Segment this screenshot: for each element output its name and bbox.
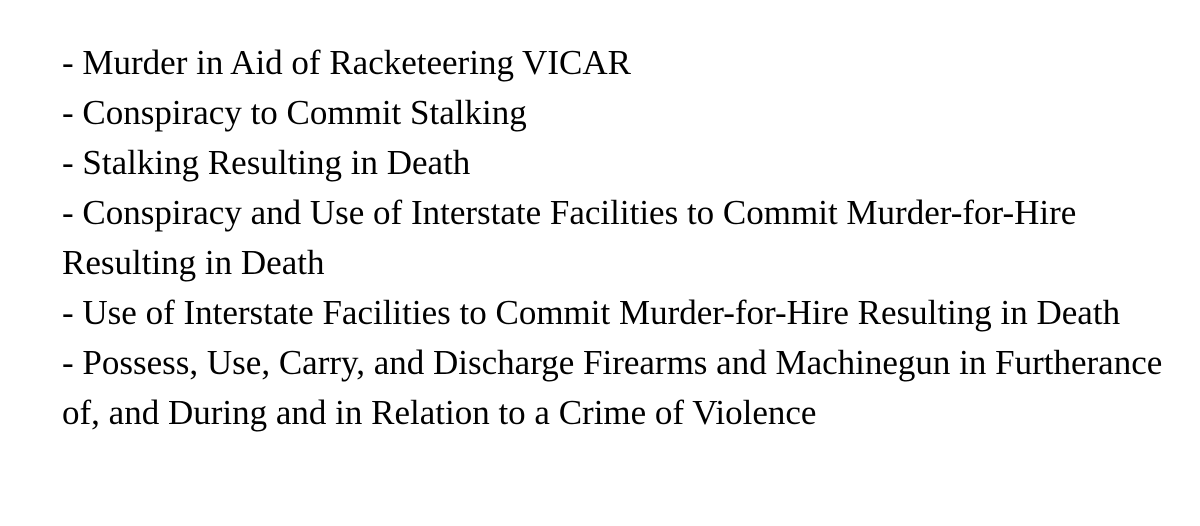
charge-item-vicar-murder: - Murder in Aid of Racketeering VICAR xyxy=(62,43,631,82)
charge-item-stalking-death: - Stalking Resulting in Death xyxy=(62,143,471,182)
charge-item-firearms: - Possess, Use, Carry, and Discharge Firearms and Machinegun in Furtherance of, and During and in Relation to a Crime of Violence xyxy=(62,343,1163,432)
charge-item-murder-for-hire-conspiracy: - Conspiracy and Use of Interstate Facilities to Commit Murder-for-Hire Resulting in Death xyxy=(62,193,1077,282)
charges-list xyxy=(62,38,1172,438)
charge-item-stalking-conspiracy: - Conspiracy to Commit Stalking xyxy=(62,93,527,132)
charge-item-murder-for-hire: - Use of Interstate Facilities to Commit Murder-for-Hire Resulting in Death xyxy=(62,293,1121,332)
